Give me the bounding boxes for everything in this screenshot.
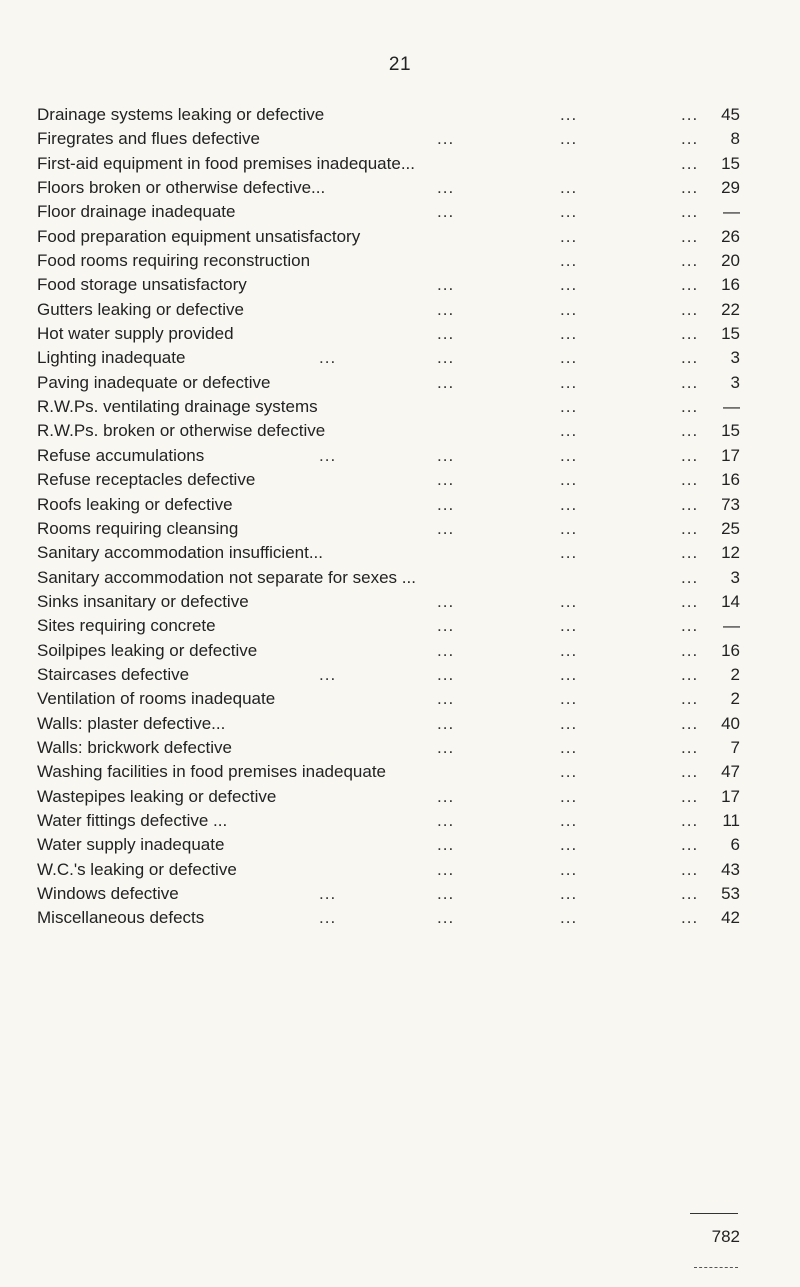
leader-dots: ... bbox=[437, 202, 455, 222]
leader-dots: ... bbox=[560, 518, 578, 538]
leader-dots: ... bbox=[437, 884, 455, 903]
table-row bbox=[37, 736, 742, 760]
table-row bbox=[37, 858, 742, 882]
table-row bbox=[37, 419, 742, 443]
defect-count: — bbox=[723, 397, 740, 417]
defect-label: Sanitary accommodation not separate for sexes ... bbox=[37, 567, 416, 587]
table-row bbox=[37, 444, 742, 468]
defect-count: 73 bbox=[721, 494, 740, 514]
defect-count: 2 bbox=[730, 689, 740, 709]
leader-dots: ... bbox=[681, 884, 699, 903]
leader-dots: ... bbox=[681, 908, 699, 928]
defect-label: Walls: plaster defective... bbox=[37, 713, 226, 733]
table-row bbox=[37, 687, 742, 711]
defect-count: 14 bbox=[721, 591, 740, 611]
table-row bbox=[37, 371, 742, 395]
defect-label: Windows defective bbox=[37, 884, 179, 903]
leader-dots: ... bbox=[560, 251, 578, 271]
leader-dots: ... bbox=[560, 762, 578, 782]
defect-label: Refuse receptacles defective bbox=[37, 470, 256, 490]
defect-label: Wastepipes leaking or defective bbox=[37, 786, 277, 806]
defect-label: R.W.Ps. ventilating drainage systems bbox=[37, 397, 318, 417]
defect-label: Walls: brickwork defective bbox=[37, 737, 232, 757]
defect-count: 16 bbox=[721, 470, 740, 490]
leader-dots: ... bbox=[560, 737, 578, 757]
leader-dots: ... bbox=[681, 275, 699, 295]
table-row bbox=[37, 906, 742, 930]
leader-dots: ... bbox=[560, 421, 578, 441]
leader-dots: ... bbox=[560, 202, 578, 222]
leader-dots: ... bbox=[560, 835, 578, 855]
leader-dots: ... bbox=[560, 299, 578, 319]
defect-label: Staircases defective bbox=[37, 664, 190, 684]
leader-dots: ... bbox=[560, 543, 578, 563]
leader-dots: ... bbox=[681, 689, 699, 709]
table-row bbox=[37, 103, 742, 127]
leader-dots: ... bbox=[681, 616, 699, 636]
leader-dots: ... bbox=[437, 324, 455, 344]
table-row bbox=[37, 882, 742, 906]
defect-label: Paving inadequate or defective bbox=[37, 372, 271, 392]
leader-dots: ... bbox=[560, 640, 578, 660]
table-row bbox=[37, 346, 742, 370]
defect-label: Sinks insanitary or defective bbox=[37, 591, 249, 611]
leader-dots: ... bbox=[681, 324, 699, 344]
leader-dots: ... bbox=[681, 810, 699, 830]
leader-dots: ... bbox=[560, 105, 578, 124]
defect-count: 17 bbox=[721, 786, 740, 806]
defect-label: Lighting inadequate bbox=[37, 348, 186, 368]
defect-count: 16 bbox=[721, 275, 740, 295]
defect-label: Washing facilities in food premises inadequate bbox=[37, 762, 387, 782]
defect-count: 3 bbox=[730, 348, 740, 368]
leader-dots: ... bbox=[437, 445, 455, 465]
leader-dots: ... bbox=[681, 567, 699, 587]
table-row bbox=[37, 833, 742, 857]
defect-label: Food rooms requiring reconstruction bbox=[37, 251, 311, 271]
leader-dots: ... bbox=[681, 251, 699, 271]
leader-dots: ... bbox=[560, 470, 578, 490]
leader-dots: ... bbox=[437, 908, 455, 928]
leader-dots: ... bbox=[437, 859, 455, 879]
table-row bbox=[37, 541, 742, 565]
leader-dots: ... bbox=[437, 737, 455, 757]
defect-label: Hot water supply provided bbox=[37, 324, 234, 344]
defect-count: 42 bbox=[721, 908, 740, 928]
table-row bbox=[37, 566, 742, 590]
defect-count: 12 bbox=[721, 543, 740, 563]
leader-dots: ... bbox=[437, 810, 455, 830]
table-row bbox=[37, 273, 742, 297]
defect-label: Roofs leaking or defective bbox=[37, 494, 233, 514]
leader-dots: ... bbox=[681, 835, 699, 855]
page-number: 21 bbox=[388, 54, 412, 75]
leader-dots: ... bbox=[560, 908, 578, 928]
leader-dots: ... bbox=[681, 543, 699, 563]
leader-dots: ... bbox=[437, 591, 455, 611]
table-row bbox=[37, 322, 742, 346]
leader-dots: ... bbox=[437, 494, 455, 514]
leader-dots: ... bbox=[560, 178, 578, 198]
leader-dots: ... bbox=[681, 105, 699, 124]
table-row bbox=[37, 249, 742, 273]
leader-dots: ... bbox=[681, 226, 699, 246]
leader-dots: ... bbox=[681, 348, 699, 368]
leader-dots: ... bbox=[437, 470, 455, 490]
defect-count: 22 bbox=[721, 299, 740, 319]
leader-dots: ... bbox=[319, 908, 337, 928]
leader-dots: ... bbox=[319, 884, 337, 903]
defect-count: 25 bbox=[721, 518, 740, 538]
table-row bbox=[37, 590, 742, 614]
defect-count: 45 bbox=[721, 105, 740, 124]
leader-dots: ... bbox=[437, 689, 455, 709]
defect-count: 16 bbox=[721, 640, 740, 660]
leader-dots: ... bbox=[319, 664, 337, 684]
leader-dots: ... bbox=[437, 616, 455, 636]
defect-label: Refuse accumulations bbox=[37, 445, 205, 465]
table-row bbox=[37, 176, 742, 200]
leader-dots: ... bbox=[560, 397, 578, 417]
leader-dots: ... bbox=[437, 348, 455, 368]
defect-count: 47 bbox=[721, 762, 740, 782]
leader-dots: ... bbox=[681, 421, 699, 441]
leader-dots: ... bbox=[560, 129, 578, 149]
table-row bbox=[37, 712, 742, 736]
total-underline bbox=[694, 1267, 738, 1268]
leader-dots: ... bbox=[437, 640, 455, 660]
leader-dots: ... bbox=[437, 713, 455, 733]
defect-label: Food storage unsatisfactory bbox=[37, 275, 247, 295]
leader-dots: ... bbox=[681, 786, 699, 806]
leader-dots: ... bbox=[560, 616, 578, 636]
table-row bbox=[37, 760, 742, 784]
leader-dots: ... bbox=[560, 275, 578, 295]
leader-dots: ... bbox=[437, 664, 455, 684]
leader-dots: ... bbox=[560, 713, 578, 733]
table-row bbox=[37, 152, 742, 176]
table-row bbox=[37, 298, 742, 322]
leader-dots: ... bbox=[681, 129, 699, 149]
leader-dots: ... bbox=[560, 859, 578, 879]
leader-dots: ... bbox=[681, 664, 699, 684]
leader-dots: ... bbox=[437, 275, 455, 295]
defect-label: Soilpipes leaking or defective bbox=[37, 640, 258, 660]
defect-count: — bbox=[723, 202, 740, 222]
leader-dots: ... bbox=[681, 397, 699, 417]
leader-dots: ... bbox=[437, 178, 455, 198]
leader-dots: ... bbox=[560, 664, 578, 684]
defect-count: 8 bbox=[730, 129, 740, 149]
defect-count: 40 bbox=[721, 713, 740, 733]
defect-count: 3 bbox=[730, 567, 740, 587]
leader-dots: ... bbox=[560, 810, 578, 830]
leader-dots: ... bbox=[319, 348, 337, 368]
leader-dots: ... bbox=[437, 786, 455, 806]
defect-count: 26 bbox=[721, 226, 740, 246]
defect-label: Sanitary accommodation insufficient... bbox=[37, 543, 323, 563]
leader-dots: ... bbox=[681, 737, 699, 757]
leader-dots: ... bbox=[560, 689, 578, 709]
leader-dots: ... bbox=[560, 372, 578, 392]
table-row bbox=[37, 517, 742, 541]
table-row bbox=[37, 639, 742, 663]
leader-dots: ... bbox=[681, 445, 699, 465]
leader-dots: ... bbox=[681, 640, 699, 660]
leader-dots: ... bbox=[437, 299, 455, 319]
leader-dots: ... bbox=[437, 129, 455, 149]
leader-dots: ... bbox=[681, 859, 699, 879]
leader-dots: ... bbox=[560, 226, 578, 246]
defect-count: 29 bbox=[721, 178, 740, 198]
defect-count: 3 bbox=[730, 372, 740, 392]
leader-dots: ... bbox=[681, 372, 699, 392]
defect-label: Ventilation of rooms inadequate bbox=[37, 689, 276, 709]
defect-label: Gutters leaking or defective bbox=[37, 299, 244, 319]
leader-dots: ... bbox=[681, 202, 699, 222]
table-row bbox=[37, 785, 742, 809]
table-row bbox=[37, 809, 742, 833]
defect-label: Water supply inadequate bbox=[37, 835, 225, 855]
table-row bbox=[37, 468, 742, 492]
defect-count: 11 bbox=[722, 810, 740, 830]
leader-dots: ... bbox=[437, 518, 455, 538]
table-row bbox=[37, 395, 742, 419]
leader-dots: ... bbox=[681, 591, 699, 611]
leader-dots: ... bbox=[681, 494, 699, 514]
defect-count: 15 bbox=[721, 153, 740, 173]
leader-dots: ... bbox=[560, 324, 578, 344]
total-value: 782 bbox=[711, 1227, 740, 1246]
leader-dots: ... bbox=[560, 884, 578, 903]
total-rule bbox=[690, 1213, 738, 1214]
defect-count: 17 bbox=[721, 445, 740, 465]
leader-dots: ... bbox=[681, 762, 699, 782]
defects-list bbox=[37, 103, 742, 931]
defect-label: R.W.Ps. broken or otherwise defective bbox=[37, 421, 326, 441]
defect-label: Food preparation equipment unsatisfactory bbox=[37, 226, 361, 246]
defect-count: 15 bbox=[721, 421, 740, 441]
defect-label: Firegrates and flues defective bbox=[37, 129, 261, 149]
leader-dots: ... bbox=[681, 713, 699, 733]
defect-label: Floors broken or otherwise defective... bbox=[37, 178, 326, 198]
defect-count: 15 bbox=[721, 324, 740, 344]
leader-dots: ... bbox=[681, 153, 699, 173]
table-row bbox=[37, 127, 742, 151]
leader-dots: ... bbox=[681, 178, 699, 198]
defect-count: 53 bbox=[721, 884, 740, 903]
defect-count: 6 bbox=[730, 835, 740, 855]
leader-dots: ... bbox=[319, 445, 337, 465]
defect-label: Water fittings defective ... bbox=[37, 810, 228, 830]
defect-label: W.C.'s leaking or defective bbox=[37, 859, 237, 879]
defect-label: Drainage systems leaking or defective bbox=[37, 105, 325, 124]
defect-label: Sites requiring concrete bbox=[37, 616, 216, 636]
defect-label: Miscellaneous defects bbox=[37, 908, 205, 928]
defect-count: 20 bbox=[721, 251, 740, 271]
leader-dots: ... bbox=[681, 518, 699, 538]
defect-label: Rooms requiring cleansing bbox=[37, 518, 239, 538]
leader-dots: ... bbox=[437, 835, 455, 855]
leader-dots: ... bbox=[560, 786, 578, 806]
table-row bbox=[37, 225, 742, 249]
defect-count: 2 bbox=[730, 664, 740, 684]
table-row bbox=[37, 614, 742, 638]
defect-count: 43 bbox=[721, 859, 740, 879]
leader-dots: ... bbox=[560, 445, 578, 465]
leader-dots: ... bbox=[560, 348, 578, 368]
defect-count: — bbox=[723, 616, 740, 636]
table-row bbox=[37, 200, 742, 224]
table-row bbox=[37, 663, 742, 687]
defect-count: 7 bbox=[730, 737, 740, 757]
leader-dots: ... bbox=[437, 372, 455, 392]
leader-dots: ... bbox=[560, 591, 578, 611]
leader-dots: ... bbox=[681, 470, 699, 490]
defect-label: First-aid equipment in food premises inadequate... bbox=[37, 153, 415, 173]
table-row bbox=[37, 493, 742, 517]
leader-dots: ... bbox=[681, 299, 699, 319]
leader-dots: ... bbox=[560, 494, 578, 514]
defect-label: Floor drainage inadequate bbox=[37, 202, 236, 222]
